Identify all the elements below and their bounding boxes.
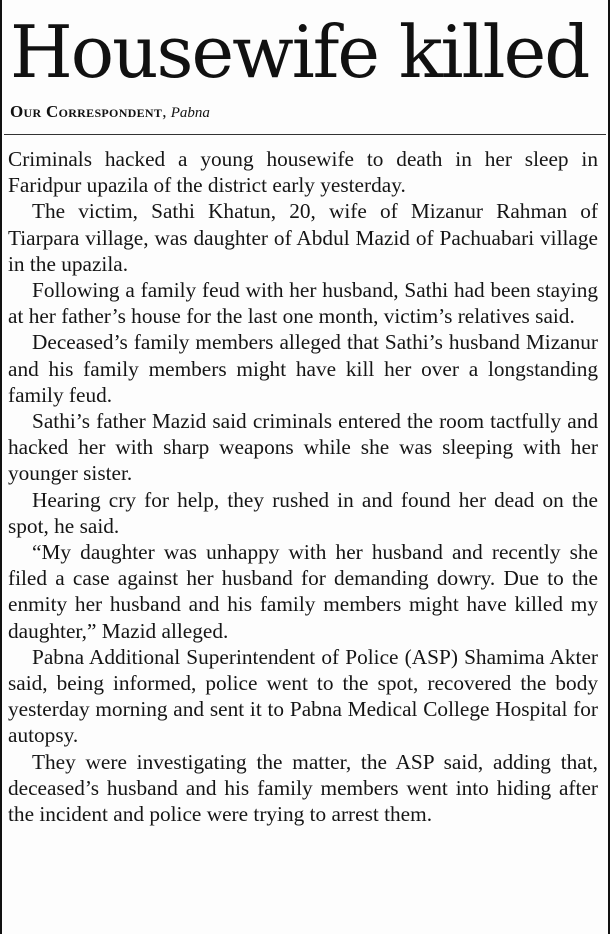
paragraph: Hearing cry for help, they rushed in and found her dead on the spot, he said. <box>8 487 598 538</box>
byline-author: Our Correspondent <box>10 102 163 121</box>
paragraph: “My daughter was unhappy with her husband and recently she filed a case against her husband for demanding dowry. Due to the enmity her husband and his family members might have killed my daughter,” Mazid alleged. <box>8 540 598 643</box>
article-body <box>8 146 598 827</box>
headline: Housewife killed <box>10 10 589 94</box>
byline-place: Pabna <box>170 105 210 121</box>
byline-divider <box>4 134 606 135</box>
byline-separator: , <box>162 102 171 121</box>
paragraph: Sathi’s father Mazid said criminals entered the room tactfully and hacked her with sharp weapons while she was sleeping with her younger sister. <box>8 409 598 486</box>
paragraph: Pabna Additional Superintendent of Police (ASP) Shamima Akter said, being informed, police went to the spot, recovered the body yesterday morning and sent it to Pabna Medical College Hospital for autopsy. <box>8 644 598 748</box>
paragraph: Following a family feud with her husband, Sathi had been staying at her father’s house for the last one month, victim’s relatives said. <box>8 278 598 329</box>
byline <box>10 102 210 122</box>
paragraph: Deceased’s family members alleged that Sathi’s husband Mizanur and his family members might have kill her over a longstanding family feud. <box>8 330 598 407</box>
paragraph: The victim, Sathi Khatun, 20, wife of Mizanur Rahman of Tiarpara village, was daughter of Abdul Mazid of Pachuabari village in the upazila. <box>8 199 598 276</box>
paragraph: They were investigating the matter, the ASP said, adding that, deceased’s husband and his family members went into hiding after the incident and police were trying to arrest them. <box>8 749 598 827</box>
paragraph: Criminals hacked a young housewife to death in her sleep in Faridpur upazila of the district early yesterday. <box>8 147 598 198</box>
